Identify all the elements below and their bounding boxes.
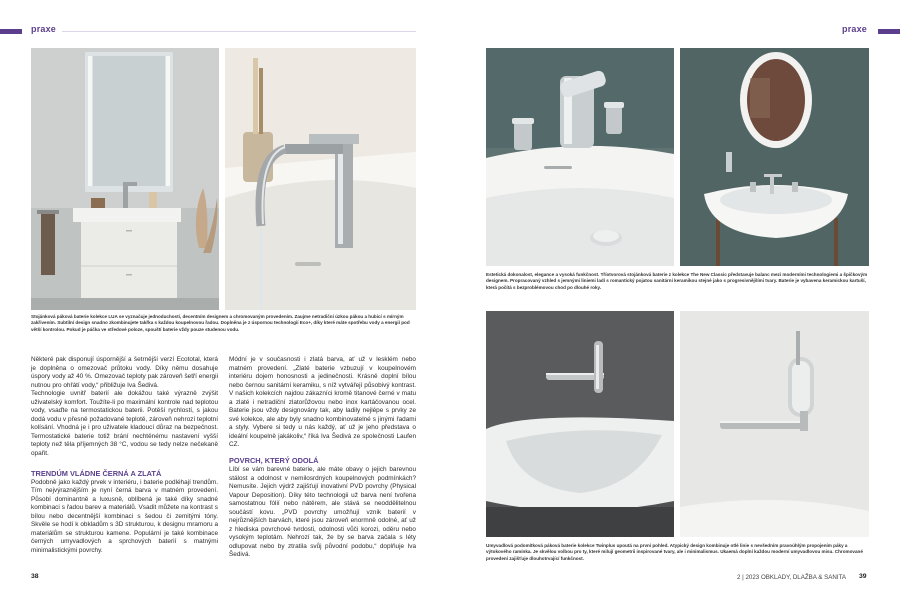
photo-wall-spout-white xyxy=(680,311,869,537)
section-label-left: praxe xyxy=(31,24,57,34)
header-bar-right xyxy=(878,29,900,34)
right-top-caption: Estetická dokonalost, elegance a vysoká funkčnost. Tříotvorová stojánková baterie z kolekce The New Classic představuje balanc mezi moderními technologiemi a špičkovým designem. Propracovaný vzhled s jemnými liniemi ladí s romantický pojatou sanitární keramikou stejné jako s progresivnějšími tvary. Baterie je vybavena keramickou kartuší, která počítá s bezproblémovou chod po dlouhé roky. xyxy=(486,272,868,290)
section-label-right: praxe xyxy=(842,24,868,34)
header-bar-left-extension xyxy=(62,31,416,32)
left-photo-caption: Stojánková páková baterie kolekce LUA se vyznačuje jednoduchostí, decentním designem a chromovaným provedením. Zaujme netradiční úzkou pákou a hubicí s mírným zakřivením. Subtilní design snadno zkombinujete takřka s každou koupelnovou řadou. Doplněna je z úspornou technologií Eco+, díky které máte spotřebu vody a energií pod větší kontrolou. Pokud je páčka ve středové poloze, spouští baterie vždy pouze studenou vodu. xyxy=(31,314,410,332)
magazine-footer: 2 | 2023 OBKLADY, DLAŽBA & SANITA xyxy=(737,574,847,581)
page-number-right: 39 xyxy=(859,573,867,580)
paragraph: Líbí se vám barevné baterie, ale máte obavy o jejich barevnou stálost a odolnost v nemilosrdných koupelnových podmínkách? Nemusíte. Jejich výdrž zajišťují inovativní PVD povrchy (Physical Vapour Deposition). Díky této technologii už barva není tvořena samostatnou fólií nebo nátěrem, ale stává se neoddělitelnou součástí kovu. „PVD povrchy umožňují vznik baterií v nejrůznějších barvách, které jsou zároveň enormně odolné, ať už z hlediska povrchové tvrdosti, odolnosti vůči korozi, oděru nebo vysokým teplotám. Nehrozí tak, že by se barva začala s léty odlupovat nebo by ztratila svůj původní podobu,“ doplňuje Iva Šedivá. xyxy=(229,466,416,559)
section-heading: POVRCH, KTERÝ ODOLÁ xyxy=(229,456,319,466)
page-number-left: 38 xyxy=(31,573,39,580)
photo-bathroom-vanity xyxy=(31,48,219,310)
paragraph: Technologie uvnitř baterií ale dokážou také výrazně zvýšit uživatelský komfort. Toužíte-li po maximální kontrole nad teplotou vody, vsaďte na termostatickou baterii. Potěší rychlostí, s jakou dodá vodu v přesně požadované teplotě, zároveň nehrozí teplotní kolísání. Vhodná je i pro uživatele kladoucí důraz na bezpečnost. Termostatické baterie totiž brání nechtěnému nastavení vyšší teploty než těla příjemných 38 °C, vodou se tedy nelze nečekaně opařit. xyxy=(31,390,218,458)
paragraph: Módní je v současnosti i zlatá barva, ať už v lesklém nebo matném provedení. „Zlaté baterie vzbuzují v koupelnovém interiéru dojem honosnosti a jedinečnosti. Krásně doplní bílou nebo černou sanitární keramiku, s níž vytvářejí působivý kontrast. V našich kolekcích najdou zákazníci kromě titanové černé v matu a zlaté i netradiční zlatorůžovou nebo inox kartáčovanou ocel. Baterie jsou vždy designovány tak, aby ladily nejlépe s prvky ze své kolekce, ale aby byly snadno kombinovatelné s jinými řadami a styly. Vybere si tedy u nás každý, ať už je jeho představa o ideální koupelně jakákoliv,“ říká Iva Šedivá ze společnosti Laufen CZ. xyxy=(229,356,416,449)
photo-lua-faucet xyxy=(225,48,416,310)
photo-twinplus-wall-faucet xyxy=(486,311,674,537)
left-column-1 xyxy=(31,356,218,555)
photo-oval-mirror-basin xyxy=(680,48,869,266)
right-bottom-caption: Umyvadlová podomítková páková baterie kolekce Twinplus upoutá na první pohled. Atypický design kombinuje otlé linie s nevšedním pravoúhlým propojením páky a výtokového ramínka. Je skvělou volbou pro ty, které milují geometrii inspirované tvary, ale i minimalismus. Ukaemá doplní každou moderní umyvadlovou misu. Chromované provedení zajišťuje dlouhotrvající funkčnost. xyxy=(486,543,863,561)
photo-new-classic-faucet xyxy=(486,48,674,266)
header-bar-left xyxy=(0,29,22,34)
section-heading: TRENDÚM VLÁDNE ČERNÁ A ZLATÁ xyxy=(31,468,162,478)
paragraph: Některé pak disponují úspornější a šetrnější verzí Ecototal, která je doplněna o omezovač průtoku vody. Díky němu dosahuje úspory vody až 40 %. Omezovač teploty pak zároveň šetří energii nutnou pro ohřátí vody,“ přibližuje Iva Šedivá. xyxy=(31,356,218,389)
left-column-2 xyxy=(229,356,416,560)
paragraph: Podobně jako každý prvek v interiéru, i baterie podléhají trendům. Tím nejvýraznějším je nyní černá barva v matném provedení. Působí dominantně a luxusně, oblíbená je také díky snadné kombinaci s řadou barev a materiálů. Vsadit můžete na kontrast s bílou nebo decentnější kombinaci s šedou či zemitými tóny. Skvěle se hodí k obkladům s 3D strukturou, k designu mramoru a materiálům se strukturou kamene. Populární je také kombinace černých umyvadlových a sprchových baterií s matnými minimalistickými povrchy. xyxy=(31,478,218,554)
